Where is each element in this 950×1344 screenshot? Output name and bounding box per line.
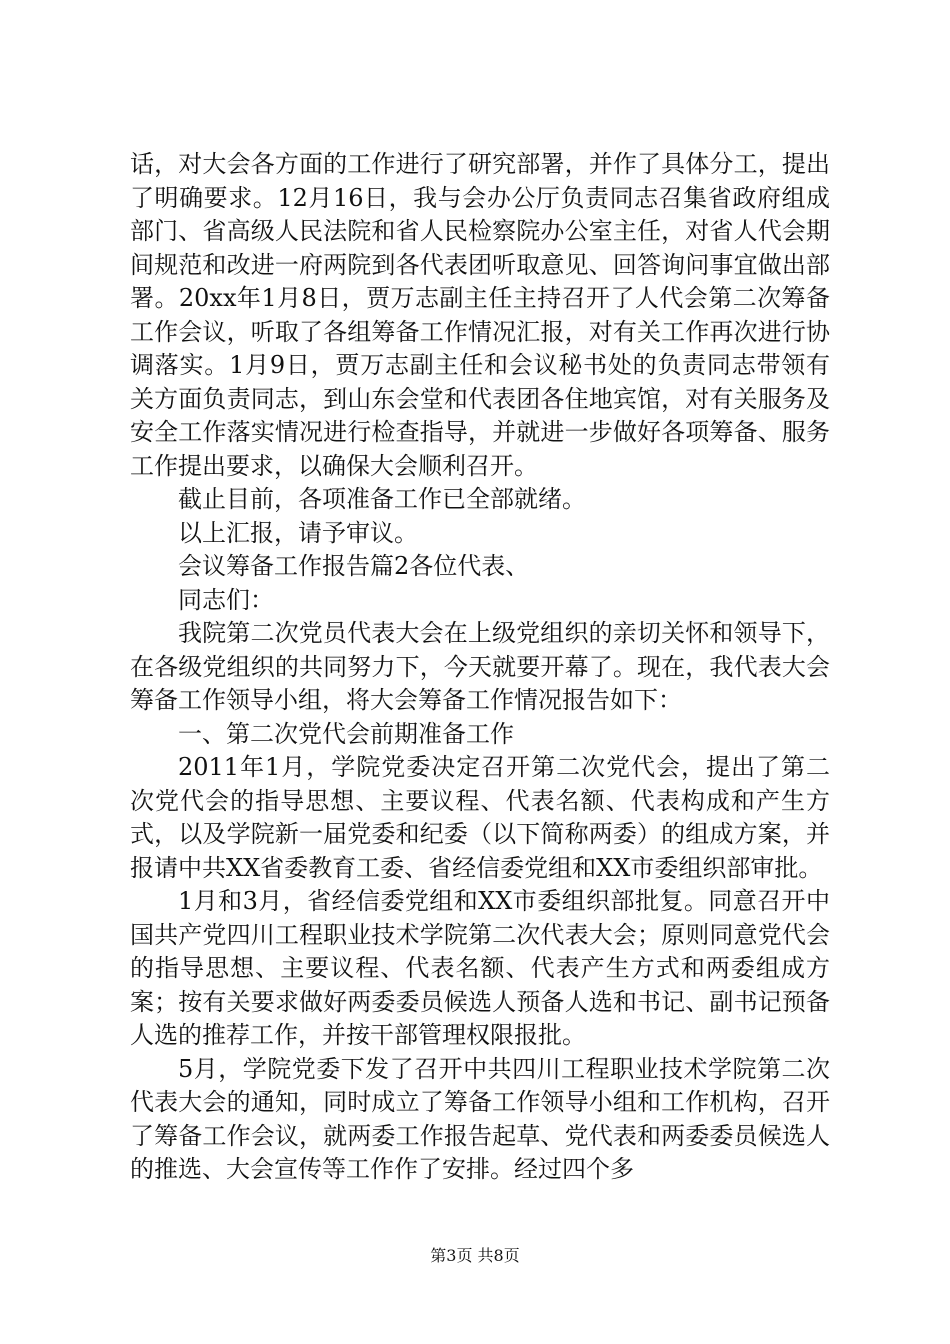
- paragraph: 话，对大会各方面的工作进行了研究部署，并作了具体分工，提出了明确要求。12月16日，我与会办公厅负责同志召集省政府组成部门、省高级人民法院和省人民检察院办公室主任，对省人代会期间规范和改进一府两院到各代表团听取意见、回答询问事宜做出部署。20xx年1月8日，贾万志副主任主持召开了人代会第二次筹备工作会议，听取了各组筹备工作情况汇报，对有关工作再次进行协调落实。1月9日，贾万志副主任和会议秘书处的负责同志带领有关方面负责同志，到山东会堂和代表团各住地宾馆，对有关服务及安全工作落实情况进行检查指导，并就进一步做好各项筹备、服务工作提出要求，以确保大会顺利召开。: [130, 150, 830, 480]
- paragraph: 同志们：: [178, 585, 274, 614]
- paragraph: 1月和3月，省经信委党组和XX市委组织部批复。同意召开中国共产党四川工程职业技术学院第二次代表大会；原则同意党代会的指导思想、主要议程、代表名额、代表产生方式和两委组成方案；按有关要求做好两委委员候选人预备人选和书记、副书记预备人选的推荐工作，并按干部管理权限报批。: [130, 887, 830, 1049]
- paragraph: 截止目前，各项准备工作已全部就绪。: [178, 485, 586, 513]
- paragraph: 我院第二次党员代表大会在上级党组织的亲切关怀和领导下，在各级党组织的共同努力下，今天就要开幕了。现在，我代表大会筹备工作领导小组，将大会筹备工作情况报告如下：: [130, 619, 830, 714]
- paragraph: 2011年1月，学院党委决定召开第二次党代会，提出了第二次党代会的指导思想、主要议程、代表名额、代表构成和产生方式，以及学院新一届党委和纪委（以下简称两委）的组成方案，并报请中共XX省委教育工委、省经信委党组和XX市委组织部审批。: [130, 753, 830, 882]
- section-heading: 一、第二次党代会前期准备工作: [178, 719, 514, 748]
- paragraph: 以上汇报，请予审议。: [178, 518, 418, 547]
- document-body: [130, 148, 830, 1187]
- page-number-footer: 第3页 共8页: [430, 1246, 520, 1265]
- paragraph: 会议筹备工作报告篇2各位代表、: [178, 552, 530, 580]
- paragraph: 5月，学院党委下发了召开中共四川工程职业技术学院第二次代表大会的通知，同时成立了筹备工作领导小组和工作机构，召开了筹备工作会议，就两委工作报告起草、党代表和两委委员候选人的推选、大会宣传等工作作了安排。经过四个多: [130, 1054, 830, 1183]
